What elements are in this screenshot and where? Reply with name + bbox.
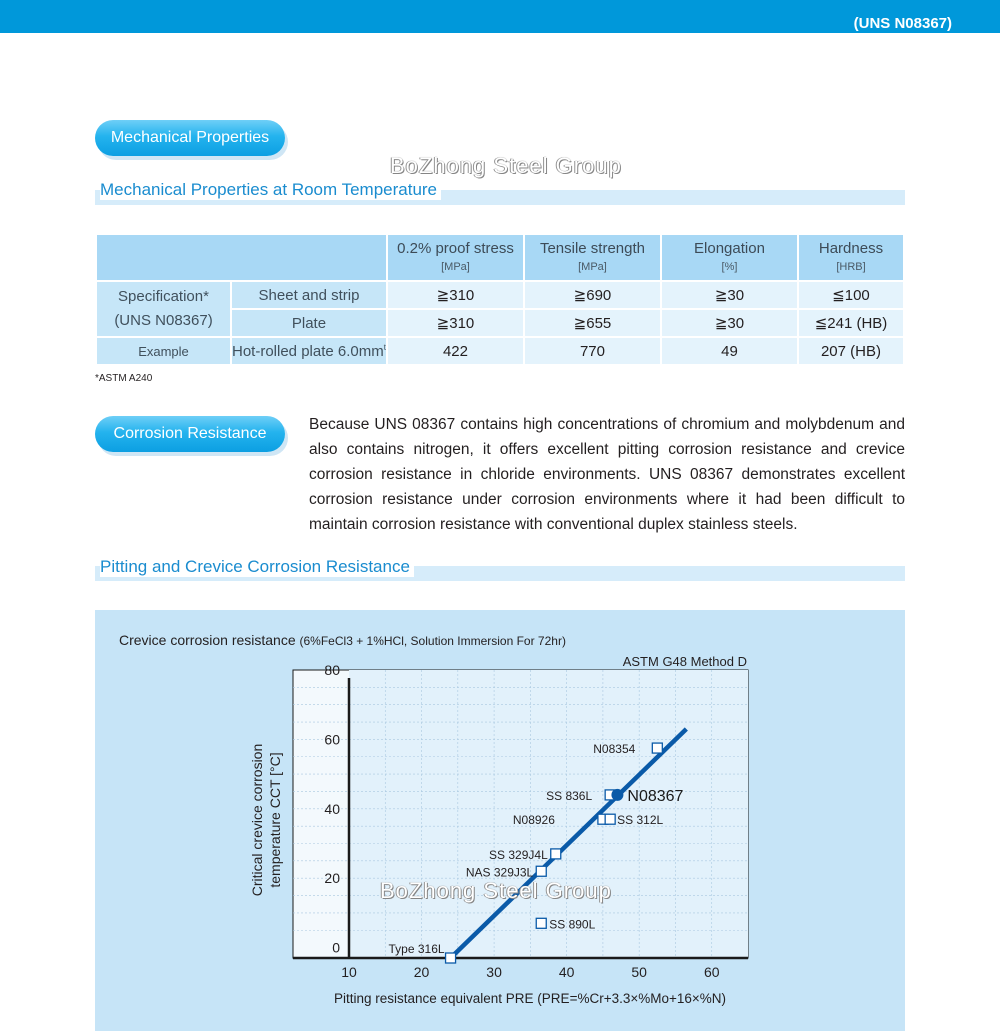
data-label: SS 836L	[546, 788, 593, 803]
table-cell: ≧30	[662, 282, 797, 308]
y-axis-label: temperature CCT [°C]	[267, 752, 283, 888]
data-label: N08926	[512, 813, 555, 828]
x-axis-label: Pitting resistance equivalent PRE (PRE=%Cr+3.3×%Mo+16×%N)	[333, 991, 727, 1006]
corrosion-resistance-pill: Corrosion Resistance	[95, 416, 285, 452]
example-form: Hot-rolled plate $6.0mm^t$	[232, 338, 386, 364]
row-label-plate: Plate	[232, 310, 386, 336]
x-tick-label: 30	[486, 964, 502, 980]
x-tick-label: 60	[703, 964, 720, 980]
x-tick-label: 20	[413, 964, 430, 980]
data-label: SS 890L	[549, 917, 596, 932]
table-cell: ≧310	[388, 310, 523, 336]
corrosion-paragraph: Because UNS 08367 contains high concentrations of chromium and molybdenum and also contains nitrogen, it offers excellent pitting corrosion resistance and crevice corrosion resistance in chloride environments. UNS 08367 demonstrates excellent corrosion resistance under corrosion environments where it had been difficult to maintain corrosion resistance with conventional duplex stainless steels.	[309, 416, 905, 533]
y-tick-label: 40	[324, 800, 340, 817]
watermark: BoZhong Steel Group	[390, 153, 622, 178]
table-cell: ≧655	[525, 310, 660, 336]
data-point-nas-329j3l	[536, 866, 546, 876]
watermark-chart: BoZhong Steel Group	[380, 878, 612, 903]
x-tick-label: 10	[341, 964, 357, 980]
row-label-sheet: Sheet and strip	[232, 282, 386, 308]
spec-label: Specification* (UNS N08367)	[97, 282, 230, 336]
x-tick-label: 40	[558, 964, 575, 980]
table-cell: ≦100	[799, 282, 903, 308]
col-header-hardness: Hardness [HRB]	[799, 235, 903, 280]
mechanical-properties-pill: Mechanical Properties	[95, 120, 285, 156]
header-code: (UNS N08367)	[853, 15, 952, 32]
x-tick-label: 50	[631, 964, 647, 980]
chart-title: Crevice corrosion resistance (6%FeCl3 + 1%HCl, Solution Immersion For 72hr)	[119, 632, 566, 648]
data-label: Type 316L	[388, 942, 445, 956]
data-point-ss-890l	[536, 918, 546, 928]
data-point-n08354	[652, 743, 662, 753]
example-label: Example	[97, 338, 230, 364]
table-cell: 422	[388, 338, 523, 364]
data-label: SS 312L	[617, 813, 664, 828]
col-header-elongation: Elongation [%]	[662, 235, 797, 280]
y-tick-label: 60	[324, 731, 340, 748]
data-point-ss-329j4l	[551, 849, 561, 859]
mech-section-title: Mechanical Properties at Room Temperature	[100, 180, 441, 200]
highlight-label: N08367	[627, 787, 684, 805]
pitting-section-title: Pitting and Crevice Corrosion Resistance	[100, 557, 414, 577]
data-label: N08354	[593, 742, 636, 757]
data-point-type-316l	[446, 953, 456, 963]
col-header-tensile: Tensile strength [MPa]	[525, 235, 660, 280]
table-cell: ≧30	[662, 310, 797, 336]
table-cell: 207 (HB)	[799, 338, 903, 364]
table-cell: ≧310	[388, 282, 523, 308]
y-axis-label: Critical crevice corrosion	[249, 743, 265, 897]
table-cell: 770	[525, 338, 660, 364]
y-tick-label: 80	[324, 662, 340, 678]
y-tick-label: 20	[324, 870, 340, 887]
data-label: SS 329J4L	[489, 847, 548, 862]
table-cell: ≧690	[525, 282, 660, 308]
col-header-proof-stress: 0.2% proof stress [MPa]	[388, 235, 523, 280]
table-cell: 49	[662, 338, 797, 364]
y-tick-label: 0	[332, 939, 340, 956]
data-point-ss-312l	[605, 814, 615, 824]
astm-note: *ASTM A240	[95, 373, 153, 384]
chart-annotation: ASTM G48 Method D	[622, 654, 747, 669]
table-cell: ≦241 (HB)	[799, 310, 903, 336]
data-label: NAS 329J3L	[465, 865, 534, 880]
data-point-highlight	[611, 789, 623, 801]
